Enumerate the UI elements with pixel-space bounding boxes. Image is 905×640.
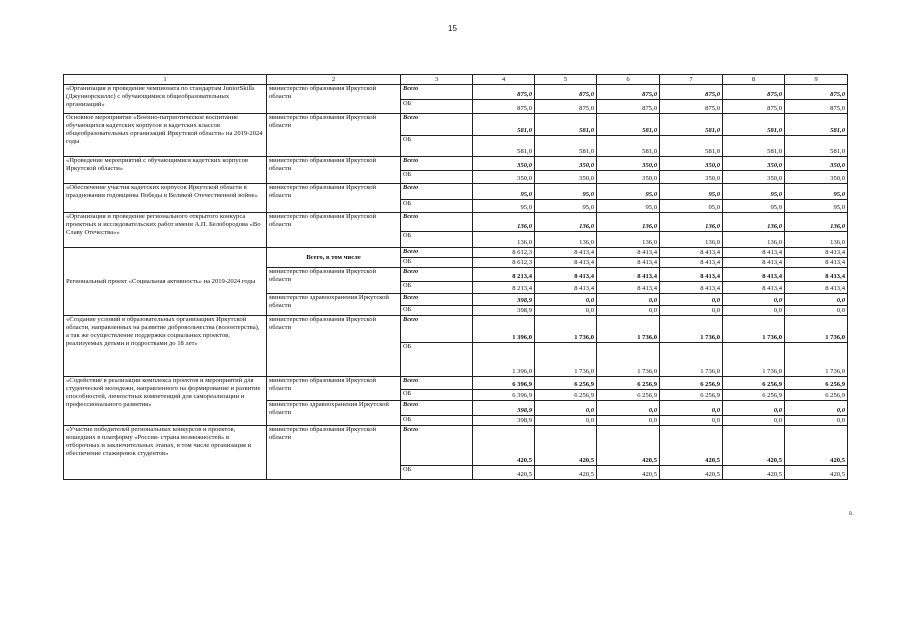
value-cell: 8 612,3 [473,248,535,258]
value-cell: 6 256,9 [723,390,785,401]
value-cell: 398,9 [473,294,535,306]
value-cell: 350,0 [723,171,785,184]
event-name-cell: «Участие победителей региональных конкурсов и проектов, вошедших в платформу «Россия- страна возможностей» в отборочных и заключительных этапах, в том числе организация и обеспечение стажировок студентов» [64,426,267,480]
value-cell: 1 736,0 [535,343,597,377]
value-cell: 350,0 [723,157,785,171]
event-name-cell: «Содействие в реализации комплекса проектов и мероприятий для студенческой молодежи, направленного на формирование и развитие способностей, личностных компетенций для самореализации и профессионального развития» [64,377,267,426]
value-cell: 398,9 [473,416,535,426]
table-row [64,157,848,171]
header-cell: 1 [64,75,267,85]
value-cell: 6 256,9 [785,390,848,401]
value-cell: 95,0 [723,184,785,200]
value-cell: 875,0 [597,85,660,100]
value-cell: 8 413,4 [723,282,785,294]
value-cell: 350,0 [473,171,535,184]
value-cell: 136,0 [785,232,848,248]
value-cell: 0,0 [723,401,785,416]
value-cell: 1 736,0 [660,316,723,343]
fund-type-cell: Всего [401,426,473,466]
value-cell: 420,5 [785,466,848,480]
value-cell: 0,0 [535,416,597,426]
value-cell: 136,0 [723,232,785,248]
value-cell: 420,5 [473,466,535,480]
value-cell: 1 736,0 [723,343,785,377]
value-cell: 136,0 [473,213,535,232]
value-cell: 0,0 [660,416,723,426]
value-cell: 0,0 [660,294,723,306]
table-row [64,316,848,343]
fund-type-cell: ОБ [401,258,473,268]
value-cell: 8 413,4 [535,248,597,258]
value-cell: 1 736,0 [597,316,660,343]
value-cell: 350,0 [660,157,723,171]
organization-cell: министерство здравоохранения Иркутской области [267,294,401,316]
value-cell: 0,0 [785,416,848,426]
value-cell: 420,5 [660,466,723,480]
value-cell: 398,9 [473,401,535,416]
value-cell: 8 413,4 [535,268,597,282]
value-cell: 8 413,4 [785,268,848,282]
value-cell: 136,0 [660,232,723,248]
value-cell: 0,0 [597,306,660,316]
budget-table [63,74,848,480]
value-cell: 0,0 [723,294,785,306]
value-cell: 420,5 [597,426,660,466]
header-cell: 2 [267,75,401,85]
fund-type-cell: Всего [401,85,473,100]
value-cell: 581,0 [597,114,660,136]
value-cell: 0,0 [660,306,723,316]
value-cell: 350,0 [597,157,660,171]
fund-type-cell: ОБ [401,100,473,114]
value-cell: 350,0 [473,157,535,171]
value-cell: 581,0 [660,114,723,136]
value-cell: 8 413,4 [597,282,660,294]
value-cell: 0,0 [597,416,660,426]
organization-cell: министерство образования Иркутской области [267,426,401,480]
value-cell: 420,5 [535,466,597,480]
value-cell: 420,5 [723,426,785,466]
fund-type-cell: ОБ [401,232,473,248]
value-cell: 875,0 [723,85,785,100]
event-name-cell: «Обеспечение участия кадетских корпусов Иркутской области в праздновании годовщины Победы в Великой Отечественной войне» [64,184,267,213]
value-cell: 875,0 [660,85,723,100]
event-name-cell: «Организация и проведение чемпионата по стандартам JuniorSkills (Джуниорскиллс) с обучающимися общеобразовательных организаций» [64,85,267,114]
value-cell: 0,0 [785,401,848,416]
value-cell: 6 256,9 [535,377,597,390]
value-cell: 420,5 [535,426,597,466]
value-cell: 350,0 [785,171,848,184]
fund-type-cell: Всего [401,401,473,416]
value-cell: 8 413,4 [535,282,597,294]
organization-cell: министерство образования Иркутской области [267,184,401,213]
table-row [64,213,848,232]
header-row [64,75,848,85]
value-cell: 95,0 [723,200,785,213]
value-cell: 95,0 [597,184,660,200]
value-cell: 8 413,4 [597,248,660,258]
value-cell: 95,0 [597,200,660,213]
value-cell: 420,5 [660,426,723,466]
value-cell: 95,0 [535,184,597,200]
value-cell: 6 396,9 [473,377,535,390]
value-cell: 8 413,4 [785,282,848,294]
organization-cell: министерство образования Иркутской области [267,157,401,184]
fund-type-cell: ОБ [401,343,473,377]
value-cell: 350,0 [785,157,848,171]
value-cell: 420,5 [723,466,785,480]
value-cell: 136,0 [723,213,785,232]
value-cell: 0,0 [785,294,848,306]
fund-type-cell: ОБ [401,466,473,480]
value-cell: 8 413,4 [660,282,723,294]
margin-mark: в. [849,511,854,517]
value-cell: 136,0 [473,232,535,248]
fund-type-cell: ОБ [401,416,473,426]
value-cell: 581,0 [473,114,535,136]
value-cell: 95,0 [473,184,535,200]
value-cell: 6 256,9 [723,377,785,390]
event-name-cell: «Проведение мероприятий с обучающимися кадетских корпусов Иркутской области» [64,157,267,184]
value-cell: 875,0 [785,100,848,114]
fund-type-cell: Всего [401,184,473,200]
value-cell: 0,0 [723,416,785,426]
fund-type-cell: ОБ [401,282,473,294]
value-cell: 350,0 [660,171,723,184]
organization-cell: министерство образования Иркутской области [267,85,401,114]
value-cell: 0,0 [597,401,660,416]
table-row [64,184,848,200]
fund-type-cell: ОБ [401,200,473,213]
value-cell: 581,0 [473,136,535,157]
value-cell: 398,9 [473,306,535,316]
value-cell: 1 736,0 [660,343,723,377]
value-cell: 8 213,4 [473,268,535,282]
organization-cell: министерство образования Иркутской области [267,114,401,157]
table-row [64,85,848,100]
fund-type-cell: ОБ [401,136,473,157]
header-cell: 5 [535,75,597,85]
value-cell: 1 736,0 [785,343,848,377]
header-cell: 9 [785,75,848,85]
table-row [64,377,848,390]
fund-type-cell: Всего [401,316,473,343]
value-cell: 1 396,0 [473,343,535,377]
fund-type-cell: ОБ [401,390,473,401]
fund-type-cell: ОБ [401,306,473,316]
fund-type-cell: Всего [401,294,473,306]
value-cell: 6 256,9 [597,390,660,401]
value-cell: 95,0 [535,200,597,213]
value-cell: 8 213,4 [473,282,535,294]
value-cell: 136,0 [535,232,597,248]
value-cell: 8 413,4 [723,248,785,258]
value-cell: 420,5 [785,426,848,466]
value-cell: 0,0 [535,294,597,306]
value-cell: 875,0 [473,85,535,100]
event-name-cell: Основное мероприятие «Военно-патриотическое воспитание обучающихся кадетских корпусов и кадетских классов общеобразовательных организаций Иркутской области» на 2019-2024 годы [64,114,267,157]
value-cell: 350,0 [597,171,660,184]
header-cell: 4 [473,75,535,85]
value-cell: 875,0 [535,85,597,100]
value-cell: 581,0 [785,136,848,157]
value-cell: 8 413,4 [660,258,723,268]
header-cell: 6 [597,75,660,85]
value-cell: 8 413,4 [597,268,660,282]
fund-type-cell: Всего [401,268,473,282]
project-name-cell: Региональный проект «Социальная активность» на 2019-2024 годы [64,248,267,316]
value-cell: 8 413,4 [723,268,785,282]
value-cell: 350,0 [535,171,597,184]
value-cell: 136,0 [660,213,723,232]
fund-type-cell: Всего [401,213,473,232]
value-cell: 875,0 [660,100,723,114]
value-cell: 581,0 [723,114,785,136]
event-name-cell: «Создание условий в образовательных организациях Иркутской области, направленных на развитие добровольчества (волонтерства), а так же осуществление поддержки социальных проектов, реализуемых детьми и подростками до 18 лет» [64,316,267,377]
header-cell: 7 [660,75,723,85]
value-cell: 8 413,4 [785,258,848,268]
header-cell: 3 [401,75,473,85]
value-cell: 0,0 [660,401,723,416]
value-cell: 1 736,0 [723,316,785,343]
fund-type-cell: ОБ [401,171,473,184]
fund-type-cell: Всего [401,157,473,171]
value-cell: 136,0 [535,213,597,232]
value-cell: 136,0 [597,232,660,248]
value-cell: 6 256,9 [535,390,597,401]
value-cell: 6 256,9 [660,377,723,390]
value-cell: 8 413,4 [597,258,660,268]
value-cell: 581,0 [785,114,848,136]
value-cell: 8 413,4 [723,258,785,268]
value-cell: 6 256,9 [660,390,723,401]
value-cell: 6 396,9 [473,390,535,401]
value-cell: 136,0 [597,213,660,232]
total-label-cell: Всего, в том числе [267,248,401,268]
header-cell: 8 [723,75,785,85]
value-cell: 1 396,0 [473,316,535,343]
value-cell: 95,0 [785,184,848,200]
value-cell: 8 413,4 [660,248,723,258]
value-cell: 6 256,9 [785,377,848,390]
value-cell: 8 413,4 [660,268,723,282]
organization-cell: министерство образования Иркутской области [267,316,401,377]
value-cell: 875,0 [723,100,785,114]
value-cell: 6 256,9 [597,377,660,390]
value-cell: 0,0 [723,306,785,316]
value-cell: 8 413,4 [535,258,597,268]
value-cell: 95,0 [473,200,535,213]
value-cell: 350,0 [535,157,597,171]
value-cell: 581,0 [535,114,597,136]
value-cell: 875,0 [785,85,848,100]
value-cell: 420,5 [473,426,535,466]
organization-cell: министерство здравоохранения Иркутской области [267,401,401,426]
value-cell: 0,0 [597,294,660,306]
fund-type-cell: Всего [401,114,473,136]
table-row [64,114,848,136]
event-name-cell: «Организация и проведение регионального открытого конкурса проектных и исследовательских работ имени А.П. Белобородова «Во Славу Отечества»» [64,213,267,248]
table-row [64,248,848,258]
organization-cell: министерство образования Иркутской области [267,213,401,248]
value-cell: 1 736,0 [597,343,660,377]
fund-type-cell: Всего [401,248,473,258]
value-cell: 1 736,0 [535,316,597,343]
value-cell: 875,0 [473,100,535,114]
value-cell: 0,0 [535,401,597,416]
table-row [64,426,848,466]
value-cell: 581,0 [535,136,597,157]
value-cell: 581,0 [723,136,785,157]
value-cell: 8 413,4 [785,248,848,258]
value-cell: 1 736,0 [785,316,848,343]
value-cell: 95,0 [660,200,723,213]
value-cell: 581,0 [660,136,723,157]
value-cell: 8 612,3 [473,258,535,268]
organization-cell: министерство образования Иркутской области [267,377,401,401]
value-cell: 420,5 [597,466,660,480]
value-cell: 0,0 [535,306,597,316]
page-number: 15 [448,24,457,33]
fund-type-cell: Всего [401,377,473,390]
value-cell: 875,0 [597,100,660,114]
value-cell: 136,0 [785,213,848,232]
organization-cell: министерство образования Иркутской области [267,268,401,294]
value-cell: 875,0 [535,100,597,114]
value-cell: 95,0 [785,200,848,213]
value-cell: 581,0 [597,136,660,157]
value-cell: 95,0 [660,184,723,200]
value-cell: 0,0 [785,306,848,316]
